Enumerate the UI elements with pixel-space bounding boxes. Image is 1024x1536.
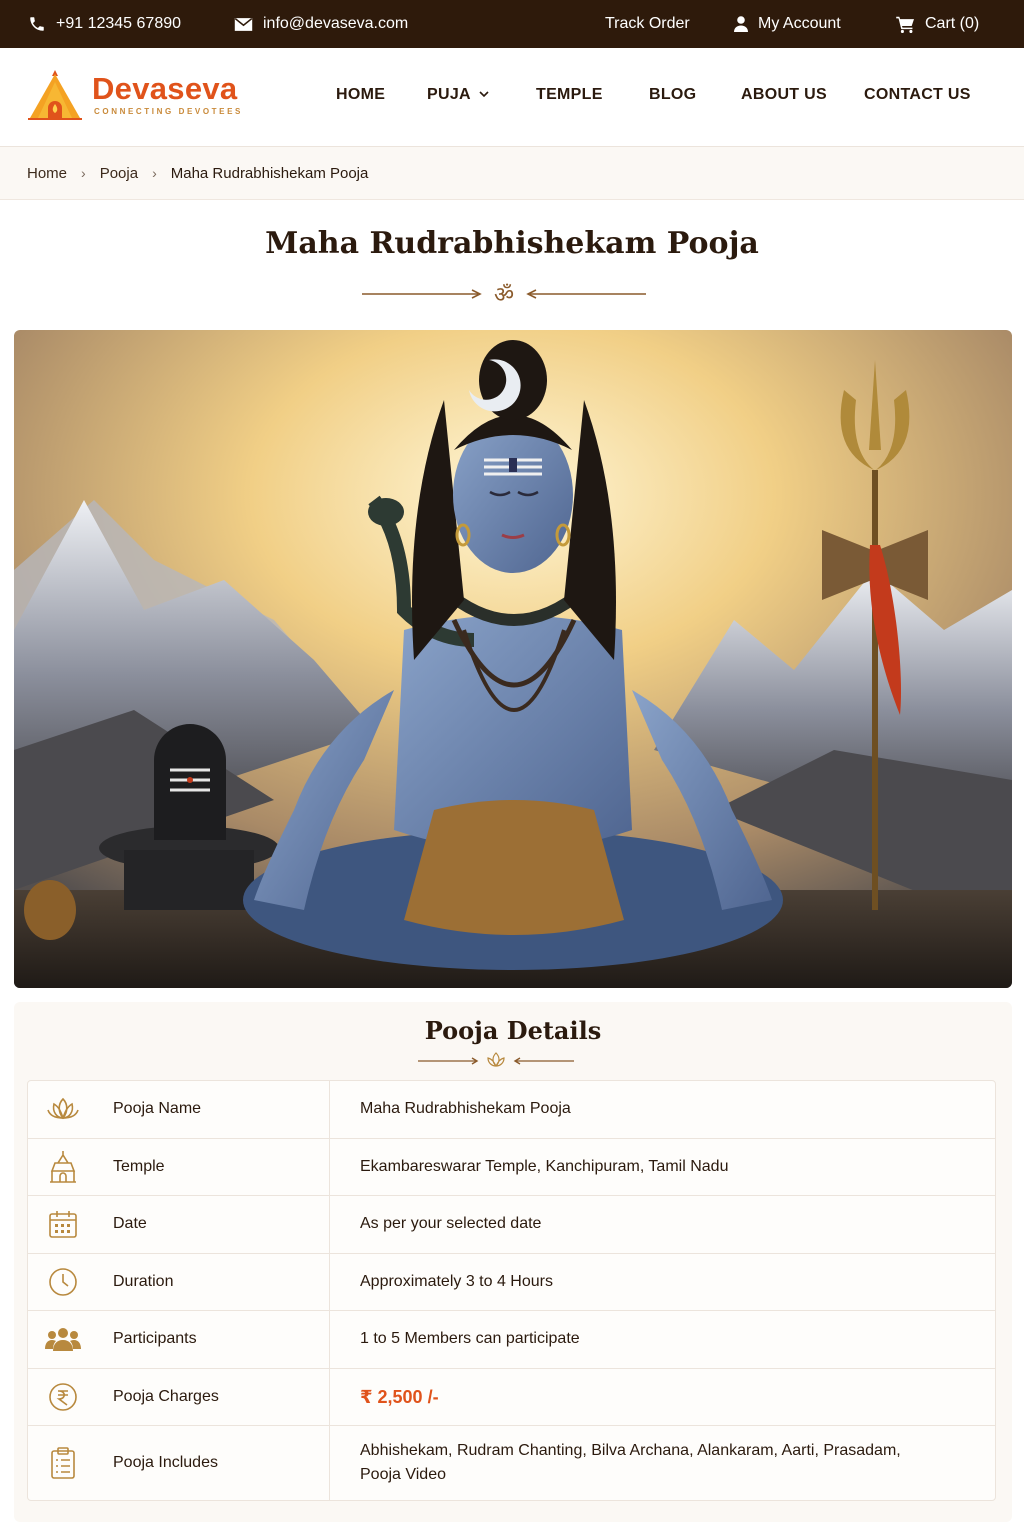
- details-row-duration: [28, 1254, 995, 1312]
- email-link[interactable]: [234, 0, 408, 48]
- details-row-pooja-includes: [28, 1426, 995, 1500]
- clipboard-icon: [50, 1446, 76, 1480]
- details-value: Approximately 3 to 4 Hours: [360, 1272, 553, 1290]
- details-row-date: [28, 1196, 995, 1254]
- phone-icon: [28, 15, 46, 33]
- details-label: Pooja Includes: [98, 1426, 330, 1500]
- lotus-icon: [46, 1096, 80, 1122]
- nav-contact-us[interactable]: CONTACT US: [864, 85, 971, 103]
- details-label: Participants: [98, 1311, 330, 1368]
- details-label: Pooja Charges: [98, 1369, 330, 1426]
- pooja-details-title: Pooja Details: [424, 1016, 602, 1045]
- details-value: As per your selected date: [360, 1215, 542, 1233]
- om-divider-ornament: [360, 280, 648, 308]
- breadcrumb-home[interactable]: Home: [27, 164, 68, 182]
- track-order-link[interactable]: Track Order: [605, 15, 690, 32]
- details-row-pooja-charges: [28, 1369, 995, 1427]
- brand-tagline: CONNECTING DEVOTEES: [94, 107, 243, 116]
- site-header: [0, 48, 1024, 147]
- details-label: Pooja Name: [98, 1081, 330, 1138]
- breadcrumb: [0, 147, 1024, 200]
- phone-link[interactable]: [28, 0, 181, 48]
- details-value: Ekambareswarar Temple, Kanchipuram, Tamil Nadu: [360, 1157, 729, 1175]
- svg-text:ॐ: ॐ: [493, 283, 515, 308]
- page-title: Maha Rudrabhishekam Pooja: [265, 226, 759, 261]
- chevron-down-icon: [479, 91, 489, 98]
- my-account-link[interactable]: [734, 0, 841, 48]
- details-value: 1 to 5 Members can participate: [360, 1330, 580, 1348]
- nav-home[interactable]: HOME: [336, 85, 386, 103]
- cart-link[interactable]: [896, 0, 979, 48]
- cart-icon: [896, 16, 915, 33]
- cart-label: Cart (0): [925, 15, 980, 32]
- details-value: Abhishekam, Rudram Chanting, Bilva Archana, Alankaram, Aarti, Prasadam, Pooja Video: [360, 1442, 901, 1483]
- details-label: Date: [98, 1196, 330, 1253]
- clock-icon: [48, 1267, 78, 1297]
- nav-puja[interactable]: [427, 48, 489, 141]
- details-row-pooja-name: [28, 1081, 995, 1139]
- email-address: info@devaseva.com: [263, 15, 409, 32]
- nav-puja-label: PUJA: [427, 85, 471, 103]
- details-label: Temple: [98, 1139, 330, 1196]
- breadcrumb-current: Maha Rudrabhishekam Pooja: [170, 164, 369, 182]
- temple-icon: [48, 1150, 78, 1184]
- calendar-icon: [48, 1209, 78, 1239]
- price-value: ₹ 2,500 /-: [360, 1386, 439, 1407]
- main-nav: [0, 48, 1024, 147]
- details-row-participants: [28, 1311, 995, 1369]
- brand-name: Devaseva: [92, 71, 238, 106]
- nav-temple[interactable]: TEMPLE: [536, 85, 603, 103]
- details-label: Duration: [98, 1254, 330, 1311]
- chevron-right-icon: ›: [81, 165, 86, 181]
- my-account-label: My Account: [758, 15, 841, 32]
- hero-image-shiva: [14, 330, 1012, 988]
- chevron-right-icon: ›: [152, 165, 157, 181]
- pooja-details-card: [14, 1002, 1012, 1522]
- pooja-details-table: [27, 1080, 996, 1501]
- details-value: Maha Rudrabhishekam Pooja: [360, 1100, 571, 1118]
- phone-number: +91 12345 67890: [56, 15, 182, 32]
- users-icon: [45, 1327, 81, 1351]
- user-icon: [734, 16, 748, 32]
- nav-about-us[interactable]: ABOUT US: [741, 85, 827, 103]
- top-bar: [0, 0, 1024, 48]
- lotus-divider-ornament: [416, 1050, 576, 1072]
- rupee-icon: [48, 1382, 78, 1412]
- mail-icon: [234, 17, 253, 32]
- nav-blog[interactable]: BLOG: [649, 85, 697, 103]
- breadcrumb-pooja[interactable]: Pooja: [99, 164, 139, 182]
- details-row-temple: [28, 1139, 995, 1197]
